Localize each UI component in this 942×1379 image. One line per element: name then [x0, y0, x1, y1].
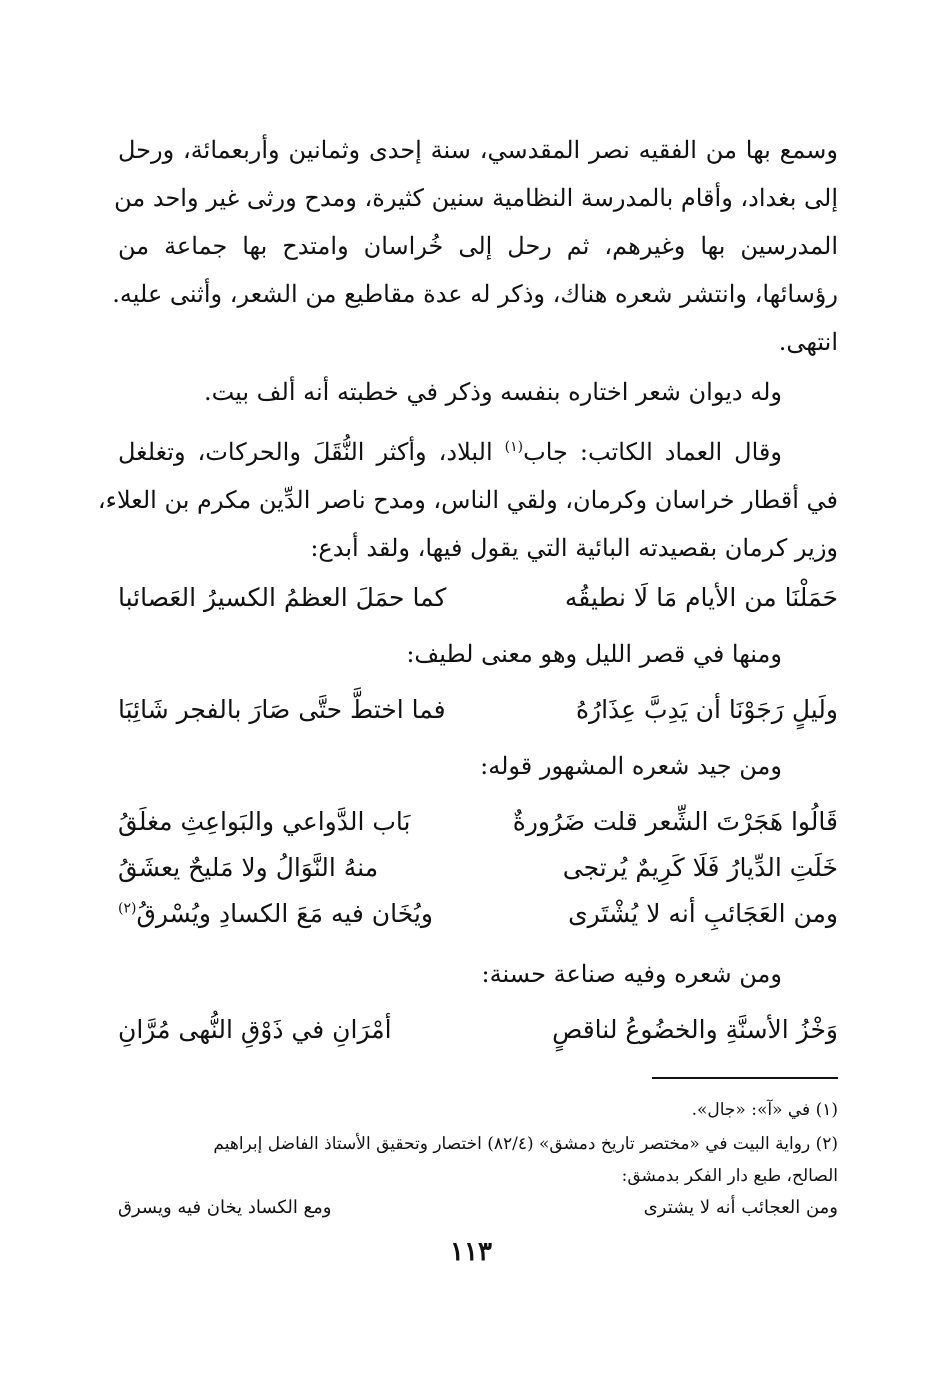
- verse-first-hemistich: خَلَتِ الدِّيارُ فَلَا كَرِيمٌ يُرتجى: [562, 853, 838, 882]
- verse-3b: [118, 844, 838, 892]
- paragraph-3-line: [118, 428, 838, 476]
- footnote-ref-1: (١): [504, 439, 524, 455]
- verse-intro-2: ومنها في قصر الليل وهو معنى لطيف:: [406, 640, 782, 668]
- verse-first-hemistich: وَخْزُ الأسنَّةِ والخضُوعُ لناقصٍ: [552, 1015, 838, 1044]
- paragraph-3: [97, 428, 838, 572]
- footnote-2-line-1: (٢) رواية البيت في «مختصر تاريخ دمشق» (٨٢/٤) اختصار وتحقيق الأستاذ الفاضل إبراهيم: [213, 1134, 838, 1154]
- footnote-verse-first: ومن العجائب أنه لا يشترى: [643, 1197, 838, 1218]
- verse-second-hemistich: [118, 890, 463, 938]
- verse-1: [118, 574, 838, 622]
- verse-second-hemistich: كما حمَلَ العظمُ الكسيرُ العَصائبا: [118, 583, 447, 612]
- verse-4: [118, 1006, 838, 1054]
- verse-intro-3: ومن جيد شعره المشهور قوله:: [480, 752, 782, 780]
- footnote-2-line-2: الصالح، طبع دار الفكر بدمشق:: [621, 1166, 838, 1186]
- paragraph-2: وله ديوان شعر اختاره بنفسه وذكر في خطبته أنه ألف بيت.: [203, 378, 782, 406]
- paragraph-1-line: رؤسائها، وانتشر شعره هناك، وذكر له عدة مقاطيع من الشعر، وأثنى عليه.: [112, 280, 838, 308]
- verse-first-hemistich: ولَيلٍ رَجَوْنَا أن يَدِبَّ عِذَارُهُ: [575, 695, 838, 724]
- verse-first-hemistich: قَالُوا هَجَرْتَ الشِّعر قلت ضَرُورةٌ: [512, 807, 838, 836]
- verse-3a: [118, 798, 838, 846]
- verse-intro-4: ومن شعره وفيه صناعة حسنة:: [481, 960, 782, 988]
- verse-first-hemistich: حَمَلْنَا من الأيام مَا لَا نطيقُه: [564, 583, 838, 612]
- verse-second-hemistich: فما اختطَّ حتَّى صَارَ بالفجر شَائِبَا: [118, 695, 446, 724]
- page-number: ١١٣: [450, 1237, 492, 1267]
- verse-text: ويُخَان فيه مَعَ الكسادِ ويُسْرقُ: [136, 899, 433, 928]
- verse-second-hemistich: بَاب الدَّواعي والبَواعِثِ مغلَقُ: [118, 807, 411, 836]
- paragraph-3-line: وزير كرمان بقصيدته البائية التي يقول فيها، ولقد أبدع:: [310, 534, 838, 562]
- paragraph-1-line: إلى بغداد، وأقام بالمدرسة النظامية سنين كثيرة، ومدح ورثى غير واحد من: [114, 184, 838, 212]
- paragraph-3-line: في أقطار خراسان وكرمان، ولقي الناس، ومدح ناصر الدِّين مكرم بن العلاء،: [97, 486, 838, 514]
- paragraph-1-line: انتهى.: [778, 328, 838, 356]
- footnote-verse-second: ومع الكساد يخان فيه ويسرق: [118, 1197, 332, 1218]
- footnote-divider: [652, 1077, 838, 1079]
- verse-3c: [118, 890, 838, 938]
- paragraph-1-line: وسمع بها من الفقيه نصر المقدسي، سنة إحدى وثمانين وأربعمائة، ورحل: [118, 136, 838, 164]
- verse-second-hemistich: أمْرَانِ في ذَوْقِ النُّهى مُرَّانِ: [118, 1015, 392, 1044]
- footnote-2-verse: [118, 1192, 838, 1224]
- verse-second-hemistich: منهُ النَّوَالُ ولا مَليحٌ يعشَقُ: [118, 853, 379, 882]
- paragraph-1: [112, 126, 838, 366]
- paragraph-3-text: وقال العماد الكاتب: جاب: [523, 438, 782, 466]
- verse-2: [118, 686, 838, 734]
- footnote-1: (١) في «آ»: «جال».: [691, 1100, 838, 1120]
- verse-first-hemistich: ومن العَجَائبِ أنه لا يُشْتَرى: [568, 899, 838, 928]
- paragraph-1-line: المدرسين بها وغيرهم، ثم رحل إلى خُراسان وامتدح بها جماعة من: [118, 232, 838, 260]
- paragraph-3-text: البلاد، وأكثر النُّقَلَ والحركات، وتغلغل: [118, 438, 505, 466]
- footnote-ref-2: (٢): [118, 900, 137, 917]
